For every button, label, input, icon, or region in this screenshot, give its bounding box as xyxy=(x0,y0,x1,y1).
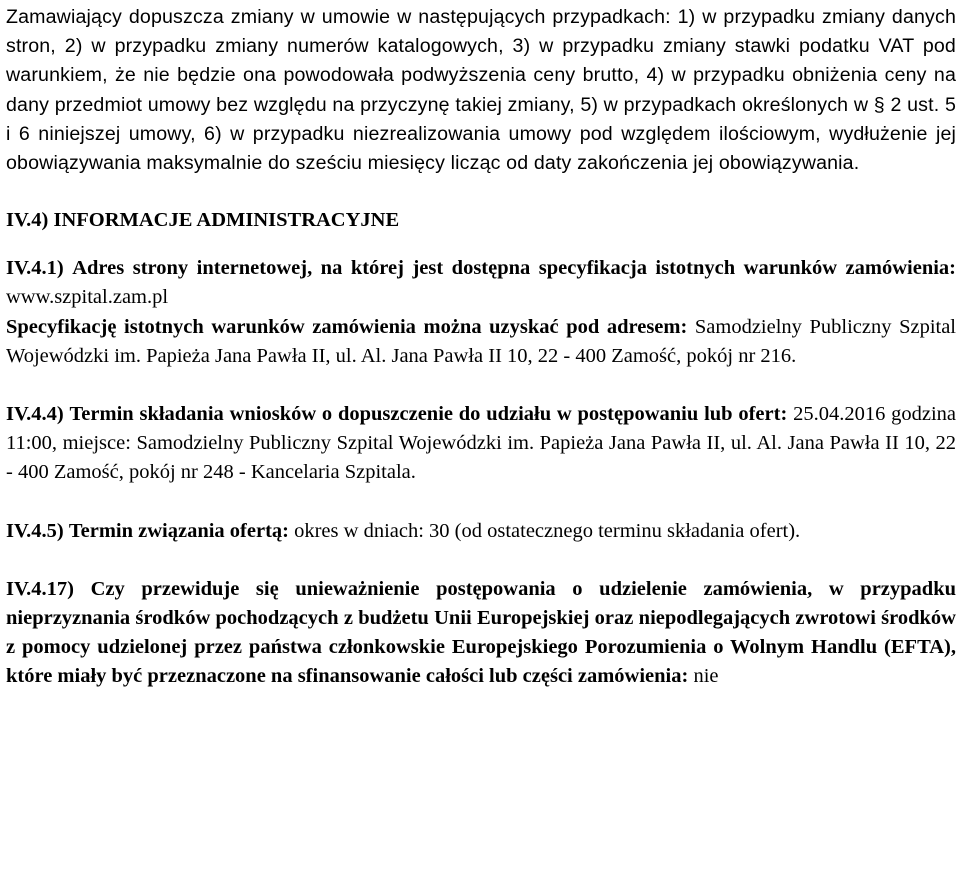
item-iv45-title: Termin związania ofertą: xyxy=(68,519,289,542)
item-iv417-label: IV.4.17) xyxy=(6,577,74,600)
item-iv417-value: nie xyxy=(693,665,719,688)
spec-address-label: Specyfikację istotnych warunków zamówienia można uzyskać pod adresem: xyxy=(6,315,688,338)
section-sign: § xyxy=(873,93,885,116)
item-iv417-annulment xyxy=(6,575,956,692)
spec-url-link[interactable]: www.szpital.zam.pl xyxy=(6,286,169,309)
amendment-conditions-paragraph xyxy=(6,3,956,178)
item-iv44-label: IV.4.4) xyxy=(6,403,64,426)
item-iv44-deadline xyxy=(6,400,956,488)
item-iv41-label: IV.4.1) xyxy=(6,257,64,280)
item-iv45-value: okres w dniach: 30 (od ostatecznego terminu składania ofert). xyxy=(294,519,801,542)
item-iv41-title: Adres strony internetowej, na której jest dostępna specyfikacja istotnych warunków zamówienia: xyxy=(72,257,956,280)
item-iv41-website xyxy=(6,254,956,312)
section-heading-administrative: IV.4) INFORMACJE ADMINISTRACYJNE xyxy=(6,209,400,232)
item-iv45-binding-period xyxy=(6,517,956,546)
item-iv44-title: Termin składania wniosków o dopuszczenie do udziału w postępowaniu lub ofert: xyxy=(69,403,788,426)
item-iv417-title: Czy przewiduje się unieważnienie postępowania o udzielenie zamówienia, w przypadku nieprzyznania środków pochodzących z budżetu Unii Europejskiej oraz niepodlegających zwrotowi środków z pomocy udzielonej przez państwa członkowskie Europejskiego Porozumienia o Wolnym Handlu (EFTA), które miały być przeznaczone na sfinansowanie całości lub części zamówienia: xyxy=(6,577,956,688)
document-page xyxy=(6,0,956,692)
item-iv45-label: IV.4.5) xyxy=(6,519,64,542)
item-iv41-spec-address xyxy=(6,313,956,371)
amendment-text-part1: Zamawiający dopuszcza zmiany w umowie w następujących przypadkach: 1) w przypadku zmiany danych stron, 2) w przypadku zmiany numerów katalogowych, 3) w przypadku zmiany stawki podatku VAT pod warunkiem, że nie będzie ona powodowała podwyższenia ceny brutto, 4) w przypadku obniżenia ceny na dany przedmiot umowy bez względu na przyczynę takiej zmiany, 5) w przypadkach określonych w xyxy=(6,6,956,116)
spec-address-value: Samodzielny Publiczny Szpital Wojewódzki im. Papieża Jana Pawła II, ul. Al. Jana Pawła II 10, 22 - 400 Zamość, pokój nr 216. xyxy=(6,315,957,367)
amendment-text-part2: 2 ust. 5 i 6 niniejszej umowy, 6) w przypadku niezrealizowania umowy pod względem ilościowym, wydłużenie jej obowiązywania maksymalnie do sześciu miesięcy licząc od daty zakończenia jej obowiązywania. xyxy=(6,93,956,175)
item-iv44-value: 25.04.2016 godzina 11:00, miejsce: Samodzielny Publiczny Szpital Wojewódzki im. Papieża Jana Pawła II, ul. Al. Jana Pawła II 10, 22 - 400 Zamość, pokój nr 248 - Kancelaria Szpitala. xyxy=(6,403,957,484)
